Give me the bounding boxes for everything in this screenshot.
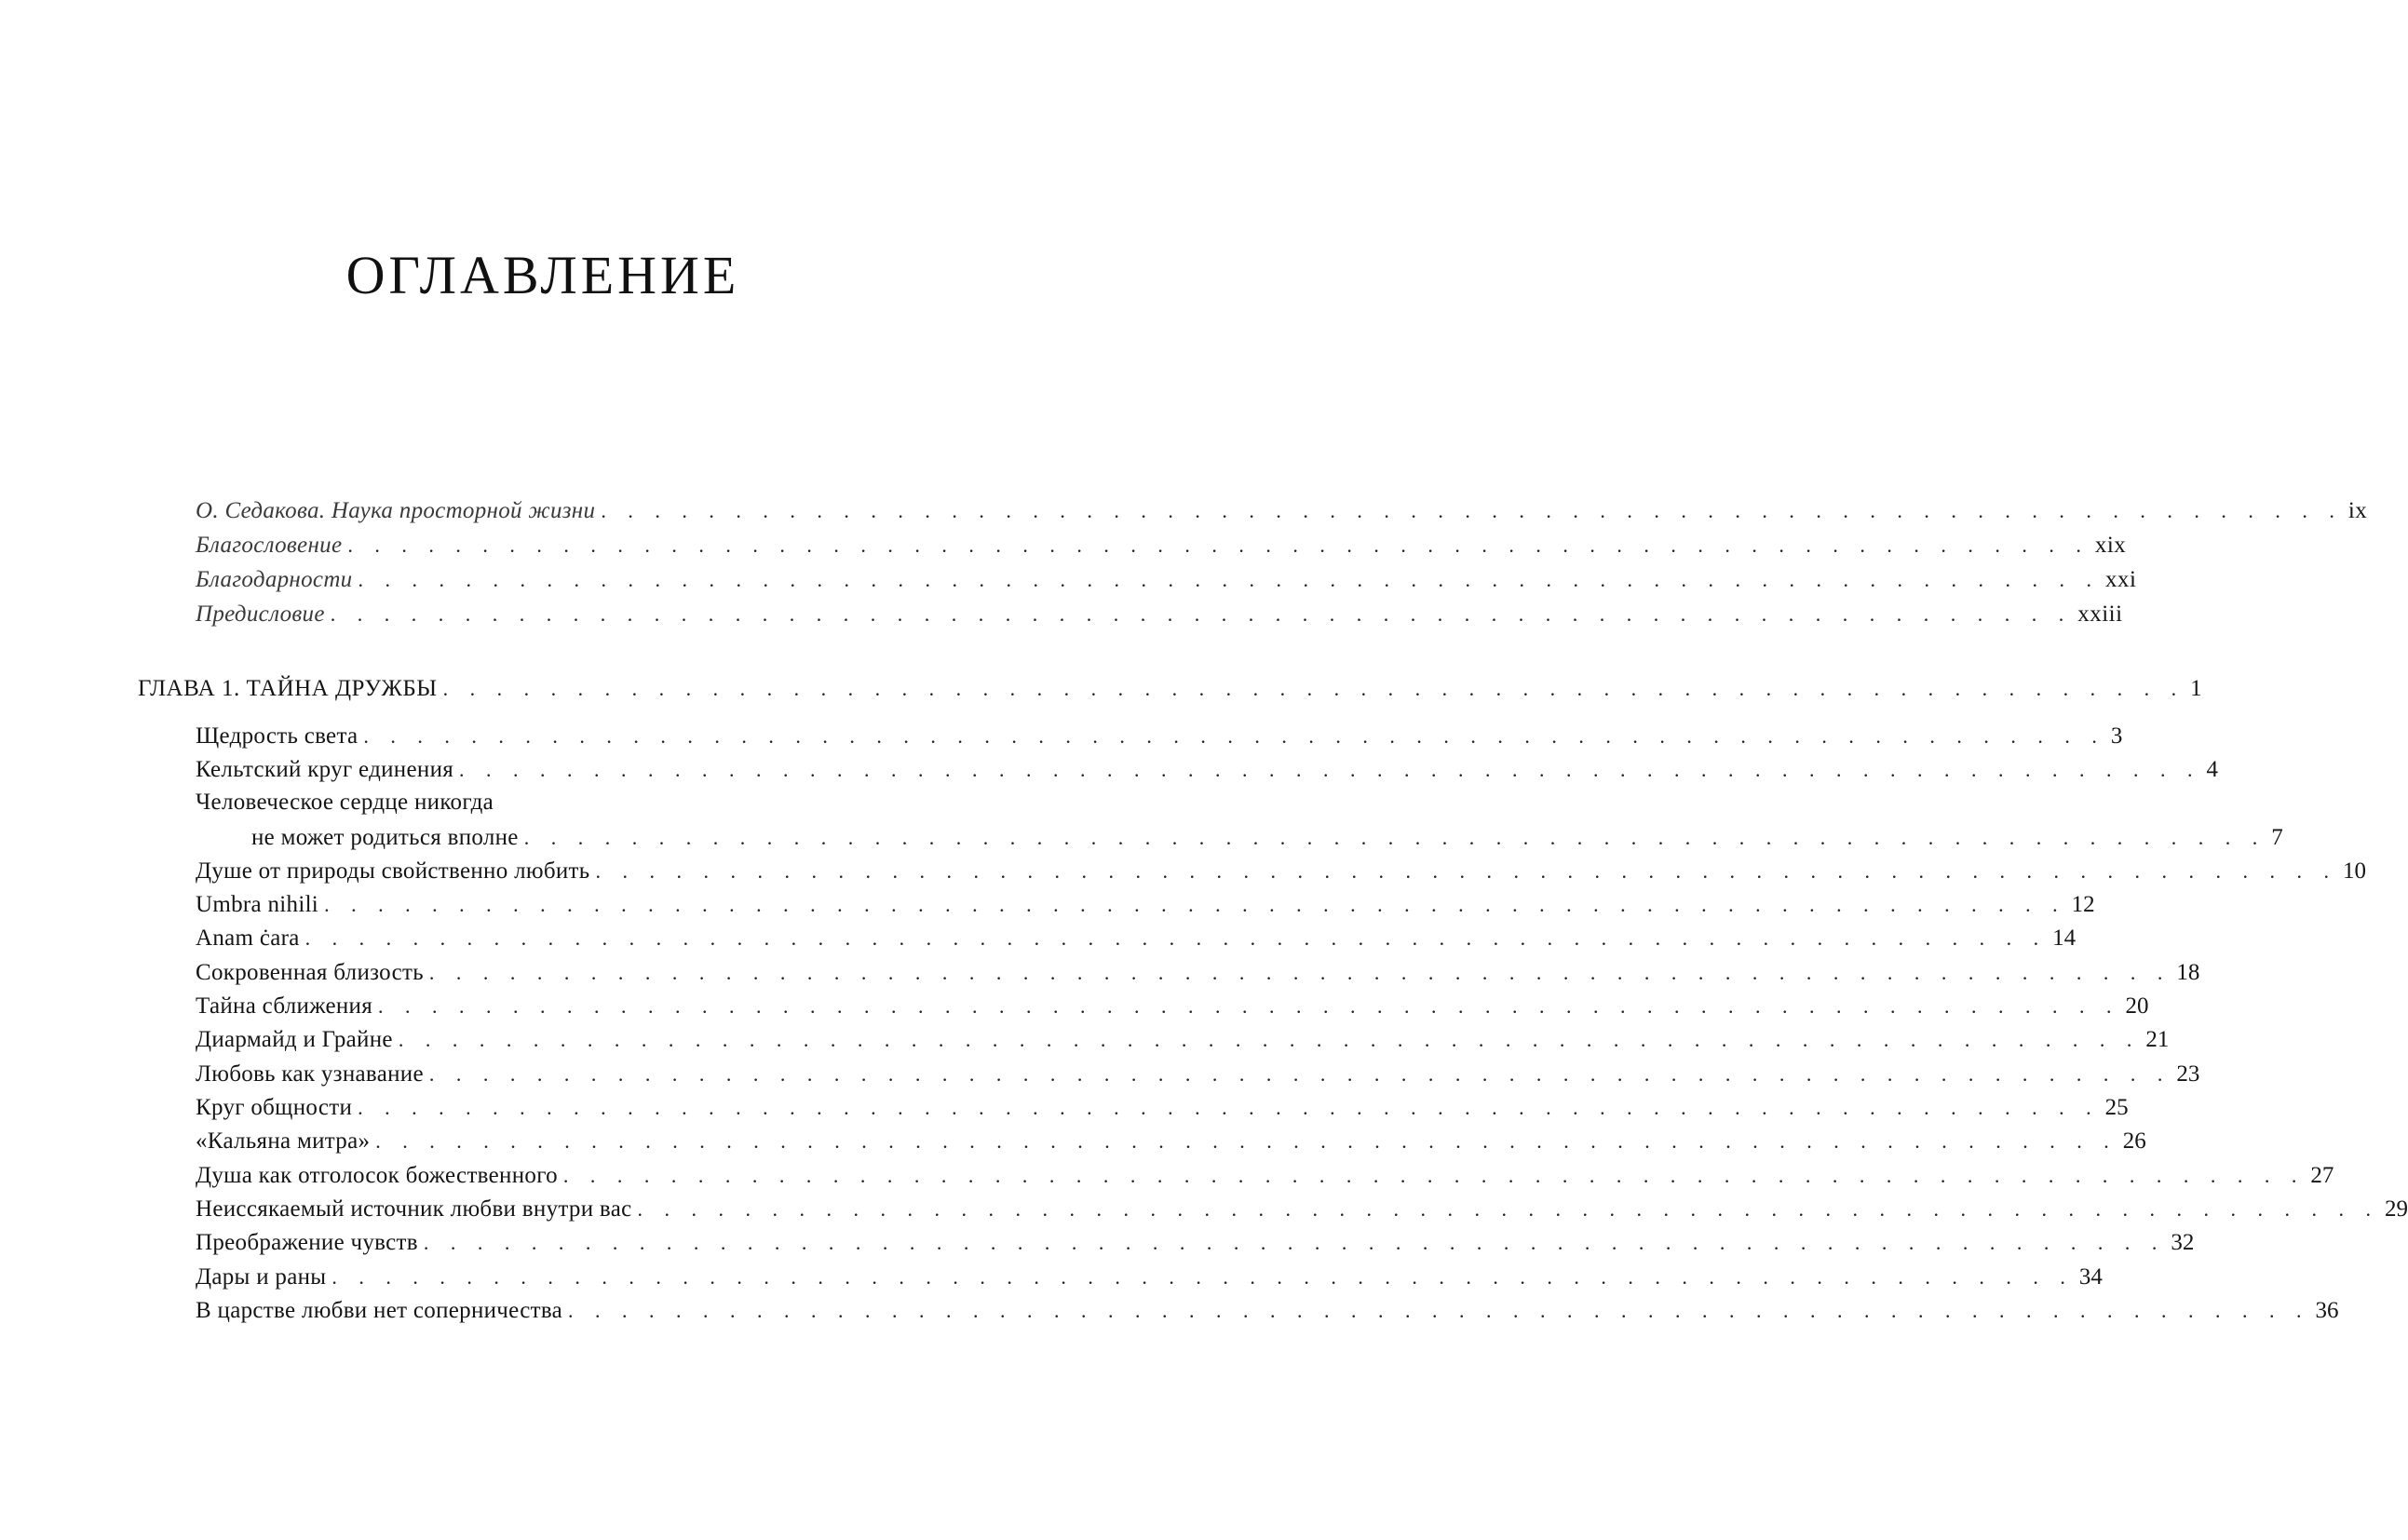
toc-entry-label: Неиссякаемый источник любви внутри вас (196, 1196, 632, 1222)
dot-leader: . . . . . . . . . . . . . . . . . . . . . . . . . . . . . . . . . . . . . . . . . . . . . . . . . . . . . . . . . . . . . . . . . (428, 961, 2171, 984)
toc-entry[interactable] (196, 1163, 2334, 1189)
toc-entry[interactable] (196, 925, 2077, 952)
toc-page-number: 14 (2052, 925, 2077, 951)
toc-entry-label-first-line[interactable]: Человеческое сердце никогда (196, 790, 494, 815)
toc-entry-label: Дары и раны (196, 1264, 327, 1290)
toc-entry[interactable] (251, 825, 2283, 851)
dot-leader: . . . . . . . . . . . . . . . . . . . . . . . . . . . . . . . . . . . . . . . . . . . . . . . . . . . . . . . . . . . . . . . . . (398, 1028, 2141, 1051)
toc-entry[interactable] (196, 892, 2095, 918)
dot-leader: . . . . . . . . . . . . . . . . . . . . . . . . . . . . . . . . . . . . . . . . . . . . . . . . . . . . . . . . . . . . . . . . . (423, 1231, 2166, 1254)
toc-page-number: ix (2347, 498, 2368, 523)
toc-entry-label: Круг общности (196, 1095, 353, 1120)
toc-page-number: 25 (2104, 1095, 2129, 1120)
toc-entry-acknowledgements[interactable] (196, 567, 2137, 593)
toc-entry[interactable] (196, 757, 2219, 783)
toc-page-number: 26 (2122, 1128, 2146, 1154)
toc-entry-label: Кельтский круг единения (196, 757, 454, 782)
toc-entry-label: Диармайд и Грайне (196, 1027, 393, 1052)
toc-page-number: 34 (2078, 1264, 2103, 1290)
dot-leader: . . . . . . . . . . . . . . . . . . . . . . . . . . . . . . . . . . . . . . . . . . . . . . . . . . . . . . . . . . . . . . . . . (331, 1265, 2074, 1289)
toc-entry-label: Душе от природы свойственно любить (196, 858, 590, 884)
toc-page-number: 32 (2171, 1230, 2195, 1255)
page-title: ОГЛАВЛЕНИЕ (345, 245, 740, 305)
toc-entry-label: Сокровенная близость (196, 960, 424, 985)
toc-entry[interactable] (196, 1264, 2103, 1290)
toc-entry-label: В царстве любви нет соперничества (196, 1298, 562, 1323)
dot-leader: . . . . . . . . . . . . . . . . . . . . . . . . . . . . . . . . . . . . . . . . . . . . . . . . . . . . . . . . . . . . . . . . . (562, 1164, 2306, 1187)
toc-page-number: 3 (2110, 723, 2123, 749)
toc-entry-label: Щедрость света (196, 723, 358, 749)
toc-entry[interactable] (196, 1061, 2200, 1087)
toc-entry[interactable] (196, 1298, 2339, 1324)
toc-page-number: 7 (2271, 825, 2283, 850)
dot-leader: . . . . . . . . . . . . . . . . . . . . . . . . . . . . . . . . . . . . . . . . . . . . . . . . . . . . . . . . . . . . . . . . . (347, 534, 2090, 557)
toc-entry[interactable] (196, 1196, 2408, 1223)
toc-chapter-label: ГЛАВА 1. ТАЙНА ДРУЖБЫ (138, 676, 438, 701)
toc-entry-label-continuation: не может родиться вполне (251, 825, 519, 850)
dot-leader: . . . . . . . . . . . . . . . . . . . . . . . . . . . . . . . . . . . . . . . . . . . . . . . . . . . . . . . . . . . . . . . . . (358, 568, 2100, 591)
dot-leader: . . . . . . . . . . . . . . . . . . . . . . . . . . . . . . . . . . . . . . . . . . . . . . . . . . . . . . . . . . . . . . . . . (324, 893, 2066, 916)
dot-leader: . . . . . . . . . . . . . . . . . . . . . . . . . . . . . . . . . . . . . . . . . . . . . . . . . . . . . . . . . . . . . . . . . (595, 859, 2337, 883)
toc-chapter-1[interactable] (138, 676, 2202, 702)
dot-leader: . . . . . . . . . . . . . . . . . . . . . . . . . . . . . . . . . . . . . . . . . . . . . . . . . . . . . . . . . . . . . . . . . (442, 677, 2185, 700)
toc-entry-preface[interactable] (196, 601, 2123, 628)
toc-page-number: 27 (2310, 1163, 2334, 1188)
toc-page-number: 23 (2176, 1061, 2200, 1087)
dot-leader: . . . . . . . . . . . . . . . . . . . . . . . . . . . . . . . . . . . . . . . . . . . . . . . . . . . . . . . . . . . . . . . . . (358, 1096, 2100, 1119)
toc-entry-label: Преображение чувств (196, 1230, 418, 1255)
toc-page-number: xxi (2104, 567, 2137, 592)
toc-entry[interactable] (196, 960, 2200, 986)
toc-entry-foreword-sedakova[interactable] (196, 498, 2368, 524)
toc-entry[interactable] (196, 1230, 2195, 1256)
toc-entry[interactable] (196, 1095, 2129, 1121)
toc-page-number: 10 (2342, 858, 2366, 884)
dot-leader: . . . . . . . . . . . . . . . . . . . . . . . . . . . . . . . . . . . . . . . . . . . . . . . . . . . . . . . . . . . . . . . . . (601, 499, 2343, 522)
dot-leader: . . . . . . . . . . . . . . . . . . . . . . . . . . . . . . . . . . . . . . . . . . . . . . . . . . . . . . . . . . . . . . . . . (523, 826, 2266, 849)
toc-entry-label: Тайна сближения (196, 993, 372, 1019)
toc-page-number: xxiii (2077, 601, 2123, 627)
toc-entry-label: Душа как отголосок божественного (196, 1163, 558, 1188)
dot-leader: . . . . . . . . . . . . . . . . . . . . . . . . . . . . . . . . . . . . . . . . . . . . . . . . . . . . . . . . . . . . . . . . . (568, 1299, 2310, 1322)
dot-leader: . . . . . . . . . . . . . . . . . . . . . . . . . . . . . . . . . . . . . . . . . . . . . . . . . . . . . . . . . . . . . . . . . (330, 602, 2073, 626)
toc-entry[interactable] (196, 993, 2149, 1020)
dot-leader: . . . . . . . . . . . . . . . . . . . . . . . . . . . . . . . . . . . . . . . . . . . . . . . . . . . . . . . . . . . . . . . . . (428, 1062, 2171, 1086)
dot-leader: . . . . . . . . . . . . . . . . . . . . . . . . . . . . . . . . . . . . . . . . . . . . . . . . . . . . . . . . . . . . . . . . . (304, 926, 2048, 950)
toc-page-number: 36 (2315, 1298, 2339, 1323)
toc-page-number: 18 (2176, 960, 2200, 985)
toc-page-number: 29 (2385, 1196, 2408, 1222)
toc-entry-label: Umbra nihili (196, 892, 319, 917)
toc-entry-label: Anam ċara (196, 925, 300, 951)
toc-entry-label: О. Седакова. Наука просторной жизни (196, 498, 596, 523)
toc-page-number: xix (2094, 533, 2127, 558)
toc-entry[interactable] (196, 723, 2123, 750)
toc-page-number: 20 (2125, 993, 2149, 1019)
toc-entry-blessing[interactable] (196, 533, 2127, 559)
toc-entry-label: Предисловие (196, 601, 325, 627)
dot-leader: . . . . . . . . . . . . . . . . . . . . . . . . . . . . . . . . . . . . . . . . . . . . . . . . . . . . . . . . . . . . . . . . . (375, 1129, 2117, 1153)
toc-entry-label: Благословение (196, 533, 343, 558)
dot-leader: . . . . . . . . . . . . . . . . . . . . . . . . . . . . . . . . . . . . . . . . . . . . . . . . . . . . . . . . . . . . . . . . . (363, 724, 2105, 748)
toc-entry[interactable] (196, 1128, 2146, 1155)
toc-entry-label: Благодарности (196, 567, 353, 592)
dot-leader: . . . . . . . . . . . . . . . . . . . . . . . . . . . . . . . . . . . . . . . . . . . . . . . . . . . . . . . . . . . . . . . . . (378, 994, 2120, 1018)
toc-page-number: 4 (2206, 757, 2219, 782)
dot-leader: . . . . . . . . . . . . . . . . . . . . . . . . . . . . . . . . . . . . . . . . . . . . . . . . . . . . . . . . . . . . . . . . . (637, 1197, 2379, 1221)
toc-page-number: 1 (2190, 676, 2202, 701)
toc-page-number: 12 (2071, 892, 2095, 917)
toc-entry-label: Любовь как узнавание (196, 1061, 424, 1087)
toc-page-number: 21 (2145, 1027, 2170, 1052)
toc-entry[interactable] (196, 1027, 2170, 1053)
toc-entry-label: «Кальяна митра» (196, 1128, 371, 1154)
toc-entry[interactable] (196, 858, 2366, 885)
dot-leader: . . . . . . . . . . . . . . . . . . . . . . . . . . . . . . . . . . . . . . . . . . . . . . . . . . . . . . . . . . . . . . . . . (459, 758, 2201, 781)
